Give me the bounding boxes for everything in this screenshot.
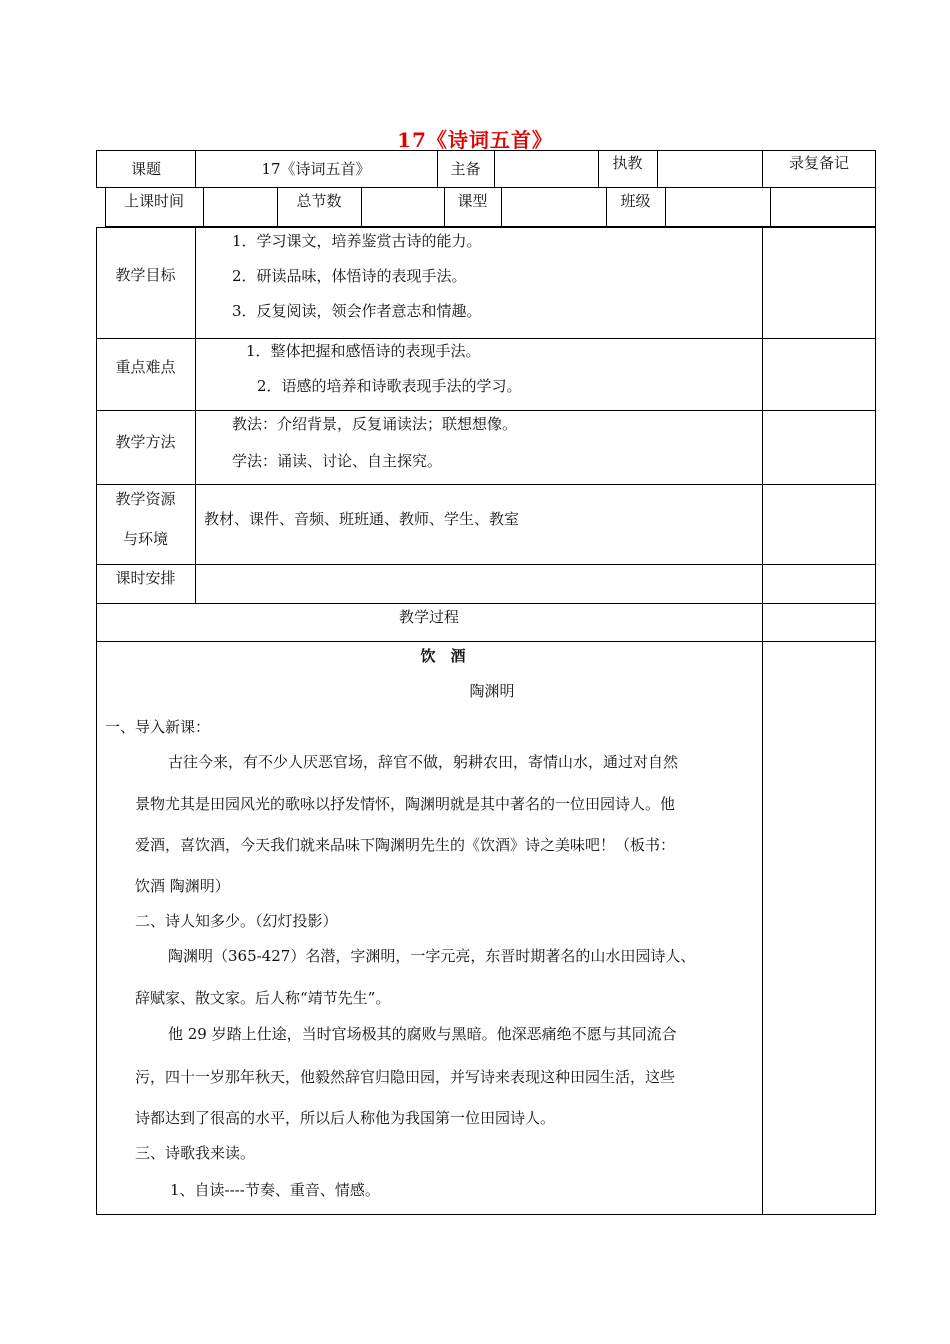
lesson-line: 一、导入新课： bbox=[105, 718, 211, 736]
method-item: 学法：诵读、讨论、自主探究。 bbox=[232, 452, 443, 470]
periods-label: 总节数 bbox=[296, 192, 342, 210]
topic-label: 课题 bbox=[130, 160, 161, 178]
poem-title: 饮 酒 bbox=[420, 647, 466, 665]
lead-label: 主备 bbox=[450, 160, 481, 178]
lesson-line: 他 29 岁踏上仕途，当时官场极其的腐败与黑暗。他深恶痛绝不愿与其同流合 bbox=[168, 1025, 677, 1043]
goals-label: 教学目标 bbox=[115, 266, 176, 284]
lesson-line: 古往今来，有不少人厌恶官场，辞官不做，躬耕农田，寄情山水，通过对自然 bbox=[168, 753, 679, 771]
lesson-line: 二、诗人知多少。（幻灯投影） bbox=[135, 912, 338, 930]
resources-label-line1: 教学资源 bbox=[115, 490, 176, 508]
goal-item: 2．研读品味，体悟诗的表现手法。 bbox=[232, 267, 467, 285]
lesson-line: 爱酒，喜饮酒，今天我们就来品味下陶渊明先生的《饮酒》诗之美味吧！（板书： bbox=[135, 836, 676, 854]
lesson-line: 陶渊明（365-427）名潜，字渊明，一字元亮，东晋时期著名的山水田园诗人、 bbox=[168, 947, 696, 965]
schedule-label: 课时安排 bbox=[115, 569, 176, 587]
resources-value: 教材、课件、音频、班班通、教师、学生、教室 bbox=[204, 510, 520, 528]
lesson-line: 景物尤其是田园风光的歌咏以抒发情怀，陶渊明就是其中著名的一位田园诗人。他 bbox=[135, 795, 676, 813]
lesson-line: 饮酒 陶渊明） bbox=[135, 877, 230, 895]
lesson-line: 辞赋家、散文家。后人称“靖节先生”。 bbox=[135, 989, 391, 1007]
keypoint-item: 1．整体把握和感悟诗的表现手法。 bbox=[246, 342, 481, 360]
topic-value: 17《诗词五首》 bbox=[261, 160, 371, 178]
poem-author: 陶渊明 bbox=[469, 682, 515, 700]
methods-label: 教学方法 bbox=[115, 433, 176, 451]
goal-item: 1．学习课文，培养鉴赏古诗的能力。 bbox=[232, 232, 482, 250]
teach-label: 执教 bbox=[612, 154, 643, 172]
resources-label-line2: 与环境 bbox=[122, 530, 168, 548]
keypoint-item: 2．语感的培养和诗歌表现手法的学习。 bbox=[257, 377, 522, 395]
process-label: 教学过程 bbox=[398, 608, 459, 626]
goal-item: 3．反复阅读，领会作者意志和情趣。 bbox=[232, 302, 482, 320]
lesson-line: 污，四十一岁那年秋天，他毅然辞官归隐田园，并写诗来表现这种田园生活，这些 bbox=[135, 1068, 676, 1086]
lesson-line: 三、诗歌我来读。 bbox=[135, 1144, 256, 1162]
record-label: 录复备记 bbox=[788, 154, 849, 172]
document-title: 17《诗词五首》 bbox=[397, 128, 553, 152]
time-label: 上课时间 bbox=[123, 192, 184, 210]
class-label: 班级 bbox=[620, 192, 651, 210]
method-item: 教法：介绍背景，反复诵读法；联想想像。 bbox=[232, 415, 518, 433]
lesson-line: 诗都达到了很高的水平，所以后人称他为我国第一位田园诗人。 bbox=[135, 1109, 556, 1127]
keypoints-label: 重点难点 bbox=[115, 358, 176, 376]
type-label: 课型 bbox=[457, 192, 488, 210]
lesson-line: 1、自读----节奏、重音、情感。 bbox=[170, 1181, 380, 1199]
